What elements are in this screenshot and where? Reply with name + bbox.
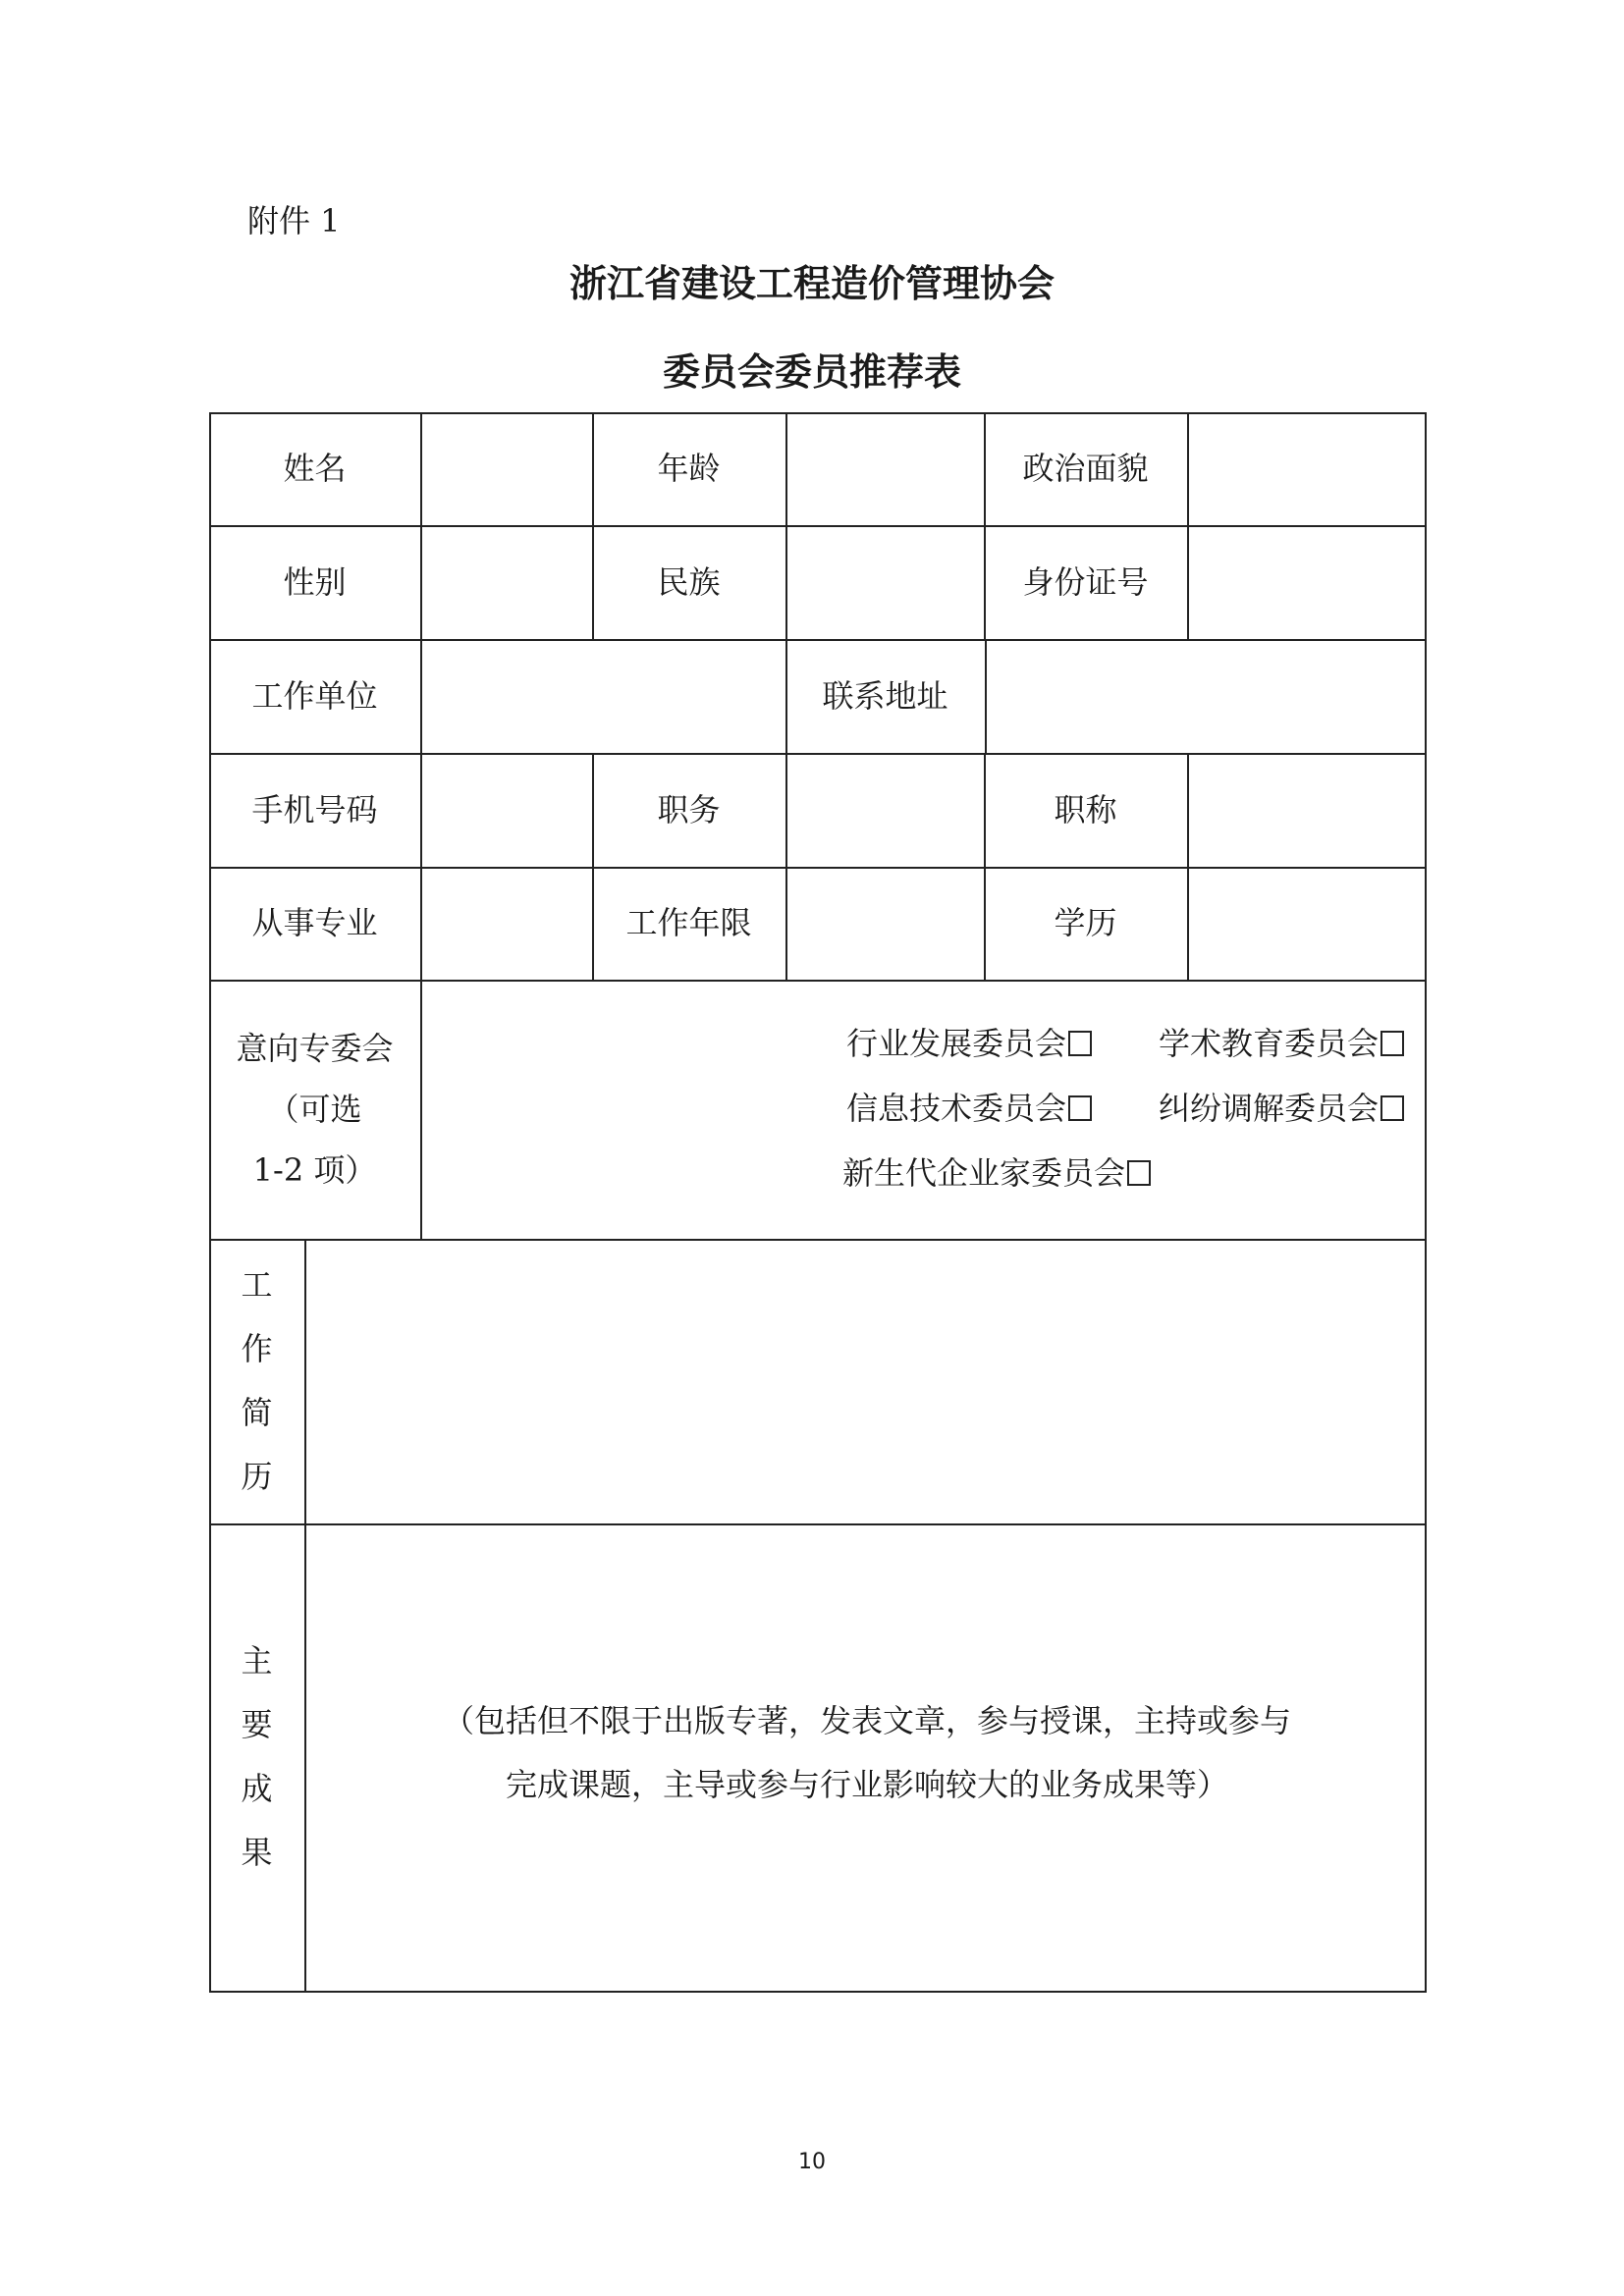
name-field[interactable] (422, 412, 592, 525)
work-unit-field[interactable] (422, 639, 785, 753)
checkbox-icon[interactable] (1068, 1095, 1092, 1121)
age-label: 年龄 (657, 450, 721, 488)
profession-label: 从事专业 (251, 904, 378, 942)
age-field[interactable] (787, 412, 984, 525)
achievements-label-char: 成 (241, 1770, 273, 1807)
work-years-label: 工作年限 (625, 904, 752, 942)
gender-label: 性别 (283, 562, 347, 601)
committee-label-line: 意向专委会 (236, 1030, 394, 1067)
title-field[interactable] (1189, 753, 1425, 867)
committee-options (422, 980, 1425, 1239)
work-years-field[interactable] (787, 867, 984, 980)
mobile-label: 手机号码 (251, 790, 378, 828)
work-unit-label: 工作单位 (251, 676, 378, 715)
mobile-field[interactable] (422, 753, 592, 867)
profession-field[interactable] (422, 867, 592, 980)
grid-line (209, 1991, 1427, 1993)
address-label: 联系地址 (822, 676, 948, 715)
achievements-note-line1: （包括但不限于出版专著，发表文章，参与授课，主持或参与 (442, 1702, 1291, 1739)
committee-label (209, 980, 420, 1239)
committee-label-line: （可选 (267, 1091, 362, 1128)
title-label: 职称 (1054, 790, 1117, 828)
achievements-label-char: 果 (241, 1834, 273, 1871)
name-label: 姓名 (283, 450, 347, 488)
committee-option[interactable]: 信息技术委员会 (846, 1084, 1092, 1129)
political-status-label: 政治面貌 (1022, 450, 1149, 488)
committee-option[interactable]: 纠纷调解委员会 (1159, 1084, 1404, 1129)
form-title-line2: 委员会委员推荐表 (662, 350, 961, 394)
position-field[interactable] (787, 753, 984, 867)
resume-label-char: 简 (241, 1394, 273, 1431)
id-number-label: 身份证号 (1022, 562, 1149, 601)
ethnicity-field[interactable] (787, 525, 984, 639)
checkbox-icon[interactable] (1068, 1031, 1092, 1056)
address-field[interactable] (987, 639, 1425, 753)
grid-line (209, 1523, 1427, 1525)
achievements-label (209, 1523, 304, 1991)
gender-field[interactable] (422, 525, 592, 639)
checkbox-icon[interactable] (1127, 1160, 1151, 1186)
form-title-line1: 浙江省建设工程造价管理协会 (568, 262, 1055, 305)
political-status-field[interactable] (1189, 412, 1425, 525)
education-label: 学历 (1054, 904, 1117, 942)
achievements-label-char: 要 (241, 1706, 273, 1743)
checkbox-icon[interactable] (1380, 1095, 1404, 1121)
recommendation-form (209, 412, 1427, 1993)
id-number-field[interactable] (1189, 525, 1425, 639)
committee-label-line: 1-2 项） (252, 1151, 377, 1189)
position-label: 职务 (657, 790, 721, 828)
checkbox-icon[interactable] (1380, 1031, 1404, 1056)
committee-option[interactable]: 新生代企业家委员会 (842, 1148, 1151, 1194)
education-field[interactable] (1189, 867, 1425, 980)
ethnicity-label: 民族 (657, 562, 721, 601)
achievements-label-char: 主 (241, 1642, 273, 1680)
achievements-note-line2: 完成课题，主导或参与行业影响较大的业务成果等） (505, 1766, 1228, 1803)
committee-option[interactable]: 行业发展委员会 (846, 1019, 1092, 1064)
resume-field[interactable] (306, 1241, 1425, 1523)
resume-label-char: 工 (241, 1266, 273, 1304)
attachment-label: 附件 1 (247, 202, 341, 240)
page-number: 10 (798, 2150, 826, 2174)
resume-label-char: 历 (241, 1458, 273, 1495)
resume-label-char: 作 (241, 1330, 273, 1367)
resume-label (209, 1239, 304, 1523)
committee-option[interactable]: 学术教育委员会 (1159, 1019, 1404, 1064)
